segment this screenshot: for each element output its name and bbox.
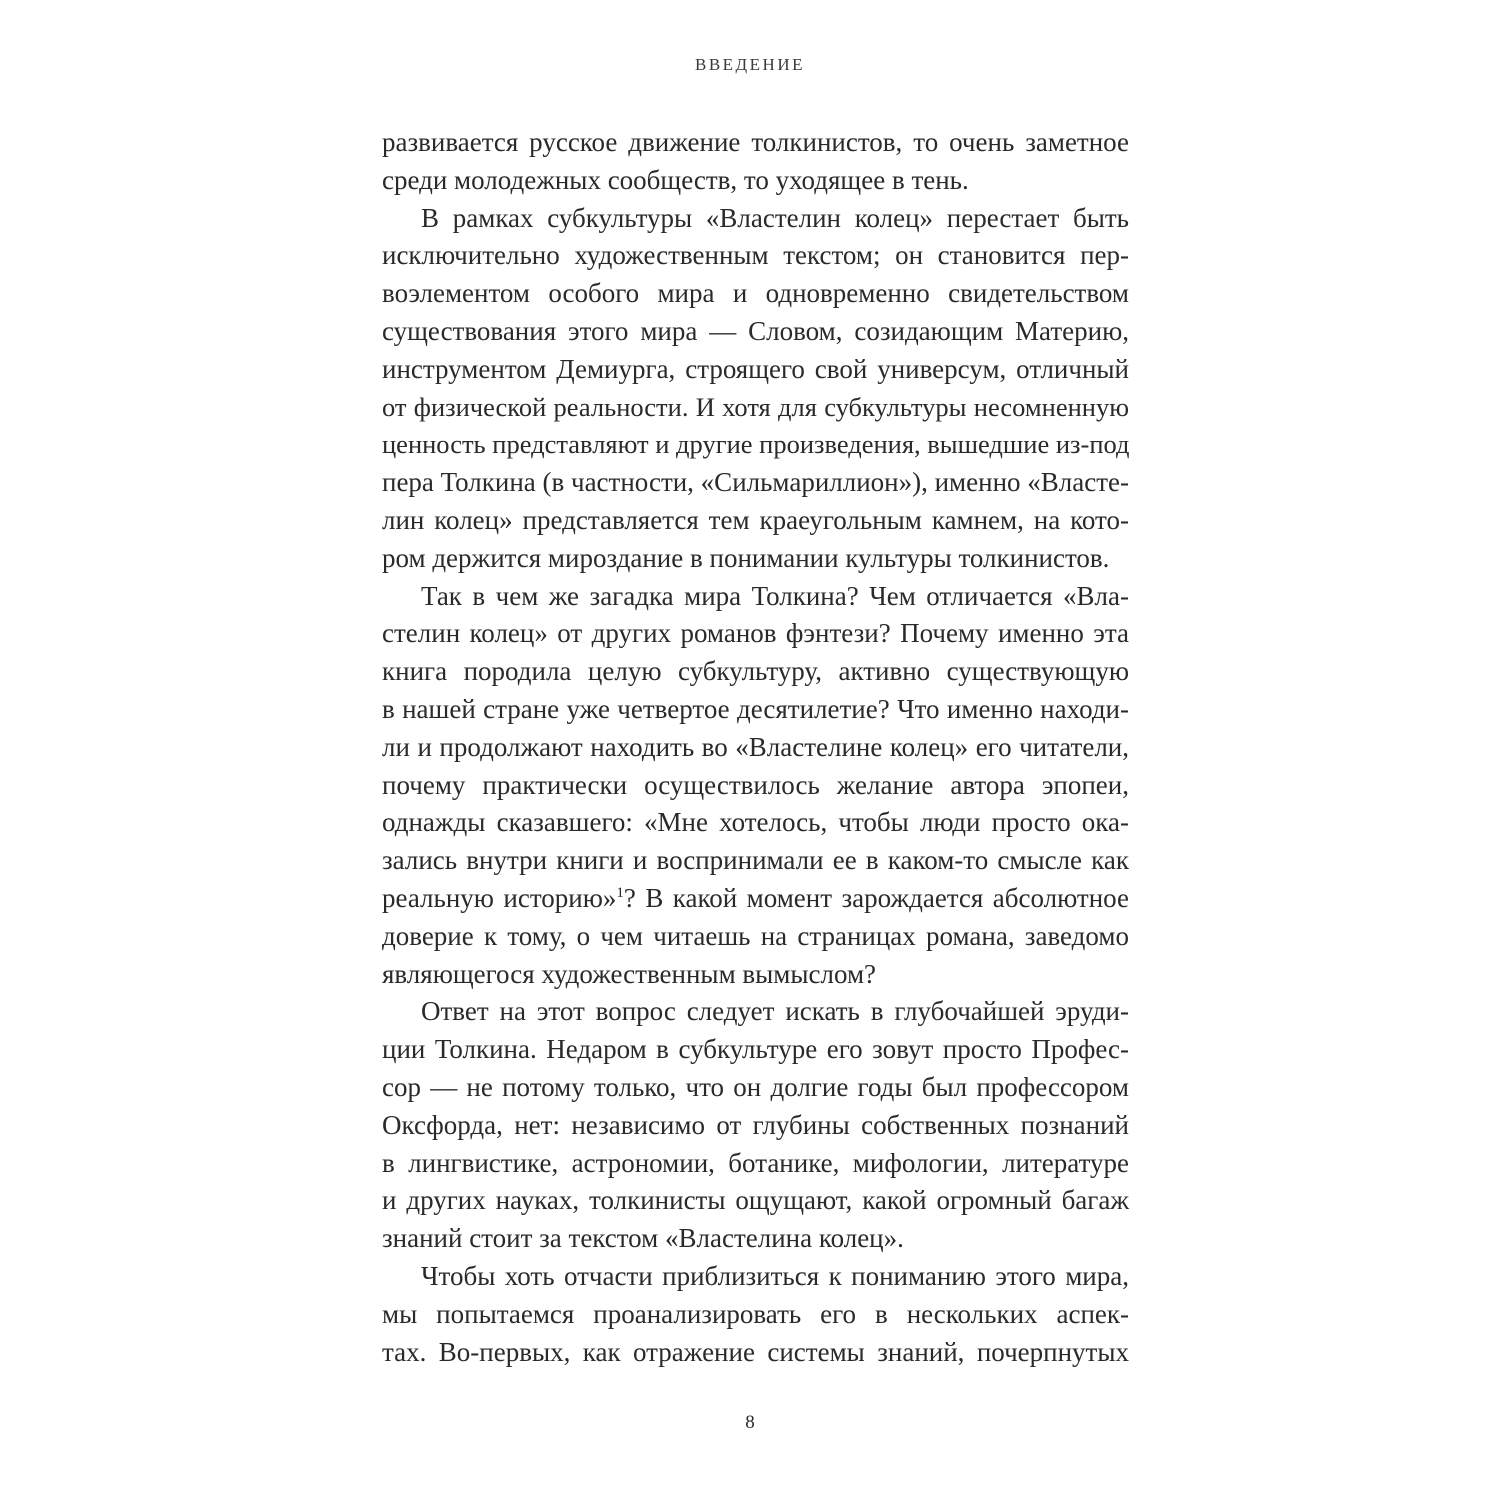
text-line: исключительно художественным текстом; он становится пер-: [382, 240, 1129, 271]
text-line: ли и продолжают находить во «Властелине колец» его читатели,: [382, 731, 1129, 762]
paragraph-2: [382, 200, 1129, 578]
text-line: доверие к тому, о чем читаешь на страницах романа, заведомо: [382, 920, 1129, 951]
paragraph-4: [382, 993, 1129, 1258]
text-line: являющегося художественным вымыслом?: [382, 958, 877, 989]
body-text: [382, 124, 1129, 1371]
text-line: знаний стоит за текстом «Властелина колец».: [382, 1223, 904, 1254]
text-line-with-footnote: [382, 880, 1129, 918]
text-line: почему практически осуществилось желание автора эпопеи,: [382, 769, 1129, 800]
text-line: среди молодежных сообществ, то уходящее в тень.: [382, 164, 969, 195]
text-segment: реальную историю»: [382, 882, 617, 913]
text-line: зались внутри книги и воспринимали ее в каком-то смысле как: [382, 845, 1129, 876]
text-line: в нашей стране уже четвертое десятилетие? Что именно находи-: [382, 693, 1129, 724]
text-line: воэлементом особого мира и одновременно свидетельством: [382, 278, 1129, 309]
text-line: В рамках субкультуры «Властелин колец» перестает быть: [421, 202, 1129, 233]
text-line: инструментом Демиурга, строящего свой универсум, отличный: [382, 353, 1129, 384]
text-line: существования этого мира — Словом, созидающим Материю,: [382, 315, 1129, 346]
text-line: и других науках, толкинисты ощущают, какой огромный багаж: [382, 1185, 1129, 1216]
text-line: лин колец» представляется тем краеугольным камнем, на кото-: [382, 504, 1129, 535]
text-line: сор — не потому только, что он долгие годы был профессором: [382, 1071, 1129, 1102]
text-line: развивается русское движение толкинистов, то очень заметное: [382, 127, 1129, 157]
text-line: книга породила целую субкультуру, активно существующую: [382, 656, 1129, 687]
text-line: Ответ на этот вопрос следует искать в глубочайшей эруди-: [421, 996, 1129, 1027]
text-line: в лингвистике, астрономии, ботанике, мифологии, литературе: [382, 1147, 1129, 1178]
paragraph-3: [382, 578, 1129, 994]
text-line: пера Толкина (в частности, «Сильмариллион»), именно «Власте-: [382, 467, 1129, 498]
footnote-reference[interactable]: 1: [616, 884, 624, 901]
text-line: ром держится мироздание в понимании культуры толкинистов.: [382, 542, 1110, 573]
text-line: стелин колец» от других романов фэнтези? Почему именно эта: [382, 618, 1129, 649]
text-line: от физической реальности. И хотя для субкультуры несомненную: [382, 391, 1129, 422]
text-line: ции Толкина. Недаром в субкультуре его зовут просто Профес-: [382, 1034, 1129, 1065]
text-line: Оксфорда, нет: независимо от глубины собственных познаний: [382, 1109, 1129, 1140]
text-segment: ? В какой момент зарождается абсолютное: [623, 882, 1129, 913]
text-line: тах. Во-первых, как отражение системы знаний, почерпнутых: [382, 1336, 1129, 1367]
paragraph-5: [382, 1258, 1129, 1371]
text-line: ценность представляют и другие произведения, вышедшие из-под: [382, 429, 1130, 460]
text-line: мы попытаемся проанализировать его в нескольких аспек-: [382, 1298, 1129, 1329]
text-line: Так в чем же загадка мира Толкина? Чем отличается «Вла-: [421, 580, 1129, 611]
text-line: однажды сказавшего: «Мне хотелось, чтобы люди просто ока-: [382, 807, 1129, 838]
page-number: 8: [745, 1412, 755, 1433]
paragraph-1: [382, 124, 1129, 200]
running-head: ВВЕДЕНИЕ: [695, 55, 805, 74]
text-line: Чтобы хоть отчасти приблизиться к пониманию этого мира,: [421, 1260, 1129, 1291]
